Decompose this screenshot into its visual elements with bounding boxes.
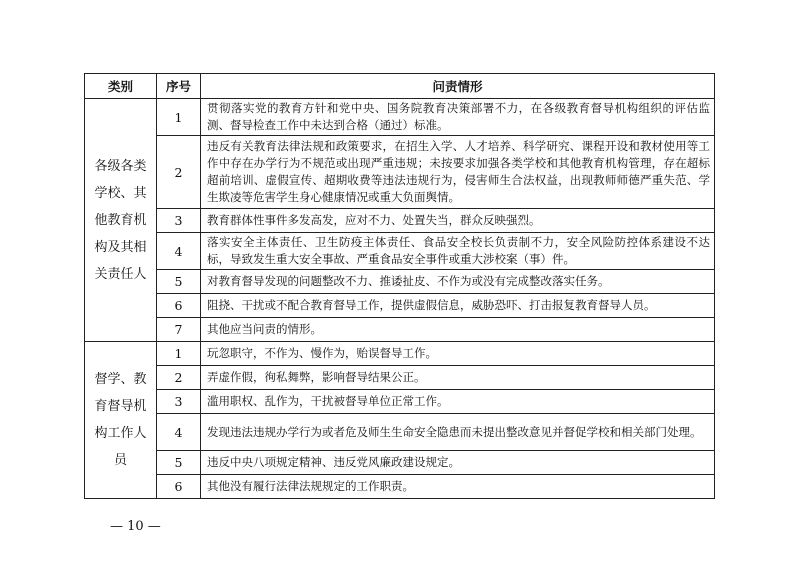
situation-cell: 对教育督导发现的问题整改不力、推诿扯皮、不作为或没有完成整改落实任务。 — [201, 270, 715, 294]
seq-cell: 4 — [157, 233, 201, 270]
situation-cell: 玩忽职守，不作为、慢作为，贻误督导工作。 — [201, 342, 715, 366]
table-row — [85, 294, 715, 318]
situation-cell: 违反中央八项规定精神、违反党风廉政建设规定。 — [201, 451, 715, 475]
seq-cell: 5 — [157, 451, 201, 475]
seq-cell: 6 — [157, 294, 201, 318]
situation-cell: 弄虚作假，徇私舞弊，影响督导结果公正。 — [201, 366, 715, 390]
seq-cell: 3 — [157, 209, 201, 233]
table-row — [85, 136, 715, 209]
situation-cell: 教育群体性事件多发高发，应对不力、处置失当，群众反映强烈。 — [201, 209, 715, 233]
category-cell-inspectors: 督学、教育督导机构工作人员 — [85, 342, 157, 499]
table-row — [85, 99, 715, 136]
seq-cell: 6 — [157, 475, 201, 499]
table-row — [85, 342, 715, 366]
situation-cell: 其他应当问责的情形。 — [201, 318, 715, 342]
header-seq: 序号 — [157, 74, 201, 99]
seq-cell: 2 — [157, 136, 201, 209]
table-row — [85, 414, 715, 451]
seq-cell: 5 — [157, 270, 201, 294]
seq-cell: 1 — [157, 342, 201, 366]
situation-cell: 滥用职权、乱作为，干扰被督导单位正常工作。 — [201, 390, 715, 414]
situation-cell: 贯彻落实党的教育方针和党中央、国务院教育决策部署不力，在各级教育督导机构组织的评估监测、督导检查工作中未达到合格（通过）标准。 — [201, 99, 715, 136]
table-row — [85, 475, 715, 499]
table-row — [85, 366, 715, 390]
situation-cell: 阻挠、干扰或不配合教育督导工作，提供虚假信息，威胁恐吓、打击报复教育督导人员。 — [201, 294, 715, 318]
page-number: — 10 — — [110, 519, 161, 534]
situation-cell: 发现违法违规办学行为或者危及师生生命安全隐患而未提出整改意见并督促学校和相关部门处理。 — [201, 414, 715, 451]
table-header-row — [85, 74, 715, 99]
header-category: 类别 — [85, 74, 157, 99]
category-cell-schools: 各级各类学校、其他教育机构及其相关责任人 — [85, 99, 157, 342]
table-row — [85, 209, 715, 233]
table-row — [85, 390, 715, 414]
seq-cell: 4 — [157, 414, 201, 451]
header-situation: 问责情形 — [201, 74, 715, 99]
table-row — [85, 451, 715, 475]
table-row — [85, 318, 715, 342]
seq-cell: 2 — [157, 366, 201, 390]
situation-cell: 其他没有履行法律法规规定的工作职责。 — [201, 475, 715, 499]
seq-cell: 7 — [157, 318, 201, 342]
table-row — [85, 233, 715, 270]
situation-cell: 落实安全主体责任、卫生防疫主体责任、食品安全校长负责制不力，安全风险防控体系建设不达标，导致发生重大安全事故、严重食品安全事件或重大涉校案（事）件。 — [201, 233, 715, 270]
seq-cell: 1 — [157, 99, 201, 136]
table-row — [85, 270, 715, 294]
seq-cell: 3 — [157, 390, 201, 414]
accountability-table — [84, 73, 715, 499]
situation-cell: 违反有关教育法律法规和政策要求，在招生入学、人才培养、科学研究、课程开设和教材使用等工作中存在办学行为不规范或出现严重违规；未按要求加强各类学校和其他教育机构管理，存在超标超前培训、虚假宣传、超期收费等违法违规行为，侵害师生合法权益，出现教师师德严重失范、学生欺凌等危害学生身心健康情况或重大负面舆情。 — [201, 136, 715, 209]
